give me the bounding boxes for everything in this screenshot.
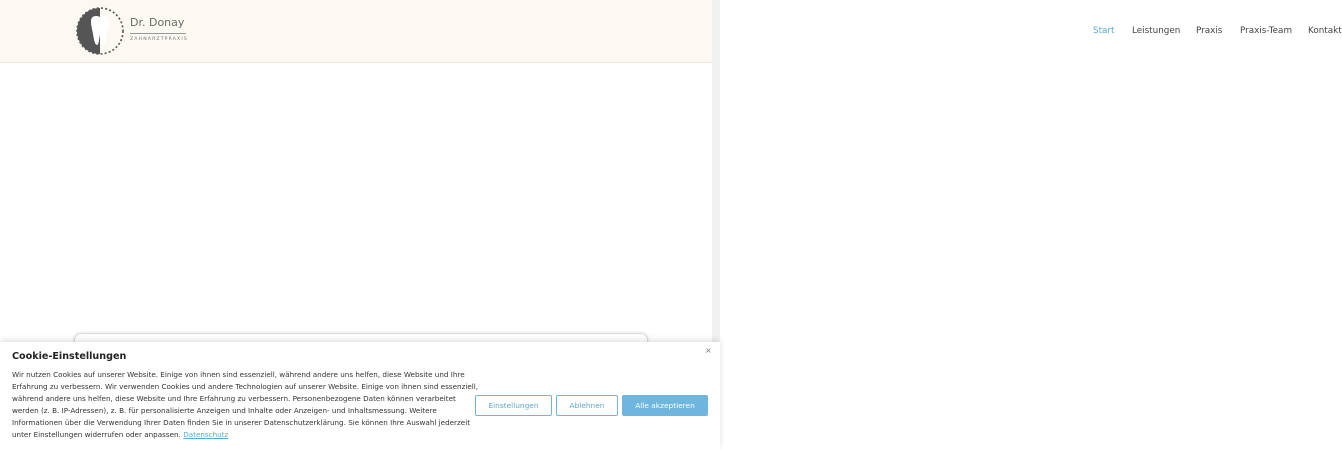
- logo-divider: [130, 33, 186, 34]
- site-header: [0, 0, 1342, 63]
- close-icon[interactable]: ×: [705, 346, 712, 355]
- settings-button[interactable]: Einstellungen: [475, 395, 552, 416]
- nav-praxis[interactable]: Praxis: [1196, 26, 1223, 36]
- cookie-description: Wir nutzen Cookies auf unserer Website. Einige von ihnen sind essenziell, während andere uns helfen, diese Website und Ihre Erfahrung zu verbessern. Wir verwenden Cookies und andere Technologien auf unserer Website. Einige von ihnen sind essenziell, während andere uns helfen, diese Website und Ihre Erfahrung zu verbessern. Personenbezogene Daten können verarbeitet werden (z. B. IP-Adressen), z. B. für personalisierte Anzeigen und Inhalte oder Anzeigen- und Inhaltsmessung. Weitere Informationen über die Verwendung Ihrer Daten finden Sie in unserer Datenschutzerklärung. Sie können Ihre Auswahl jederzeit unter Einstellungen widerrufen oder anpassen.: [12, 370, 479, 439]
- cookie-title: Cookie-Einstellungen: [12, 351, 127, 362]
- logo-name: Dr. Donay: [130, 16, 185, 29]
- nav-leistungen[interactable]: Leistungen: [1132, 26, 1181, 36]
- logo[interactable]: [76, 7, 188, 55]
- tooth-logo-icon: [76, 7, 126, 57]
- nav-start[interactable]: Start: [1093, 26, 1115, 36]
- accept-all-button[interactable]: Alle akzeptieren: [622, 395, 708, 416]
- nav-praxis-team[interactable]: Praxis-Team: [1240, 26, 1293, 36]
- nav-kontakt[interactable]: Kontakt: [1308, 26, 1342, 36]
- logo-subtitle: ZAHNARZTPRAXIS: [130, 37, 188, 42]
- cookie-text: [12, 369, 482, 441]
- privacy-link[interactable]: Datenschutz: [183, 430, 229, 439]
- cookie-banner: [0, 342, 720, 450]
- reject-button[interactable]: Ablehnen: [556, 395, 618, 416]
